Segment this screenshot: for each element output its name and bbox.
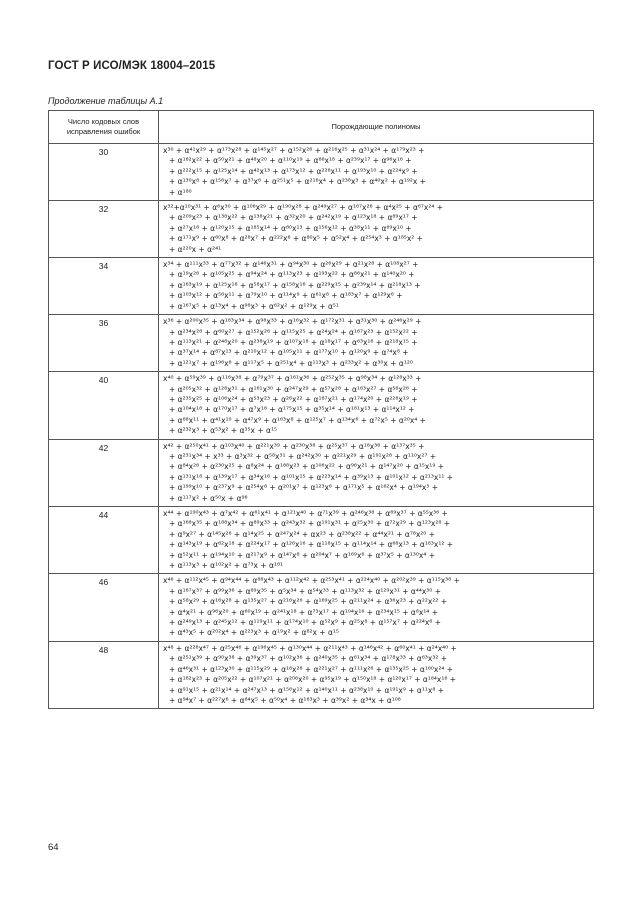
polynomial-line: + α²⁰⁹x²³ + α¹³⁸x²² + α¹³⁸x²¹ + α³²x²⁰ + α²⁴²x¹⁹ + α¹²³x¹⁸ + α⁸⁹x¹⁷ + <box>169 213 418 223</box>
table-row <box>49 372 594 439</box>
table-row <box>49 439 594 506</box>
polynomial-line: + α¹¹³x³ + α¹⁰²x² + α⁷³x + α¹⁸¹ <box>169 561 284 571</box>
polynomial-line: + α²³⁵x²⁵ + α¹⁰⁶x²⁴ + α⁵³x²³ + α²⁶x²² + α¹⁸⁷x²¹ + α¹⁷⁴x²⁰ + α²²⁶x¹⁹ + <box>169 394 418 404</box>
table-row <box>49 201 594 258</box>
codewords-count: 32 <box>49 201 159 258</box>
table-row <box>49 258 594 315</box>
page-number: 64 <box>48 842 59 853</box>
table-row <box>49 315 594 372</box>
col-header-polynomials: Порождающие полиномы <box>159 111 594 144</box>
polynomial-line: + α¹⁷¹x⁹ + α⁶⁰x⁸ + α²⁸x⁷ + α²²²x⁶ + α⁸⁰x⁵ + α⁵²x⁴ + α²⁵⁴x³ + α¹⁸⁵x² + <box>169 234 423 244</box>
polynomial-line: + α⁹x²⁷ + α¹⁴⁵x²⁶ + α¹⁴x²⁵ + α²⁴⁷x²⁴ + αx²³ + α²³⁸x²² + α⁴⁴x²¹ + α⁷⁸x²⁰ + <box>169 529 435 539</box>
table-row <box>49 641 594 708</box>
polynomial-line: x³²+α¹⁰x³¹ + α⁶x³⁰ + α¹⁰⁶x²⁹ + α¹⁹⁰x²⁸ + α²⁴⁹x²⁷ + α¹⁶⁷x²⁶ + α⁴x²⁵ + α⁶⁷x²⁴ + <box>163 203 444 213</box>
polynomial-line: + α²⁵¹x³⁹ + α⁹⁰x³⁸ + α³⁹x³⁷ + α¹⁰²x³⁶ + α²⁴⁰x³⁵ + α⁶¹x³⁴ + α¹⁷⁸x³³ + α⁶³x³² + <box>169 654 447 664</box>
polynomial-line: + α⁸⁴x²⁶ + α²³⁰x²⁵ + α⁸x²⁴ + α¹⁸⁸x²³ + α¹⁰⁶x²² + α⁹⁶x²¹ + α¹⁴⁷x²⁰ + α¹⁵x¹⁹ + <box>169 462 444 472</box>
polynomial-line: x³⁰ + α⁴¹x²⁹ + α¹⁷³x²⁸ + α¹⁴⁵x²⁷ + α¹⁵²x²⁶ + α²¹⁶x²⁵ + α³¹x²⁴ + α¹⁷⁹x²³ + <box>163 146 425 155</box>
polynomial-line: x⁴⁴ + α¹⁹⁰x⁴³ + α⁷x⁴² + α⁶¹x⁴¹ + α¹²¹x⁴⁰ + α⁷¹x³⁹ + α²⁴⁶x³⁸ + α⁶⁹x³⁷ + α⁵⁵x³⁶ + <box>163 509 448 518</box>
codewords-count: 46 <box>49 574 159 641</box>
polynomial-line: + α¹⁴³x¹⁹ + α⁶²x¹⁸ + α²²⁴x¹⁷ + α¹²⁶x¹⁶ + α¹¹⁸x¹⁵ + α¹¹⁴x¹⁴ + α⁶⁸x¹³ + α¹⁶³x¹² + <box>169 540 454 550</box>
polynomial-line: + α⁹⁴x⁷ + α²²⁷x⁶ + α⁸⁴x⁵ + α⁵⁰x⁴ + α¹⁶³x³ + α³⁹x² + α³⁴x + α¹⁰⁸ <box>169 695 401 705</box>
table-row <box>49 574 594 641</box>
polynomial-line: + α⁴x²¹ + α⁹⁶x²⁰ + α⁶⁰x¹⁹ + α²⁴¹x¹⁸ + α⁷³x¹⁷ + α¹⁰⁴x¹⁶ + α²³⁴x¹⁵ + α⁸x¹⁴ + <box>169 607 438 617</box>
polynomial-line: + α²⁴⁹x¹³ + α²⁴⁵x¹² + α¹¹⁹x¹¹ + α¹⁷⁴x¹⁰ + α⁵²x⁹ + α²⁵x⁸ + α¹⁵⁷x⁷ + α²²⁴x⁶ + <box>169 618 441 628</box>
col-header-codewords: Число кодовых слов исправления ошибок <box>49 111 159 144</box>
generator-polynomial <box>159 258 594 315</box>
polynomial-line: + α⁵²x¹¹ + α¹⁹⁴x¹⁰ + α²¹⁷x⁹ + α¹⁴⁷x⁸ + α²⁰⁴x⁷ + α¹⁶⁹x⁶ + α³⁷x⁵ + α¹³⁰x⁴ + <box>169 550 435 560</box>
document-header: ГОСТ Р ИСО/МЭК 18004–2015 <box>48 60 216 72</box>
generator-polynomial <box>159 439 594 506</box>
polynomial-line: + α¹⁰³x¹² + α⁵⁶x¹¹ + α⁷⁹x¹⁰ + α¹¹⁴x⁹ + α⁶¹x⁸ + α¹⁸³x⁷ + α¹²⁹x⁶ + <box>169 291 403 301</box>
codewords-count: 40 <box>49 372 159 439</box>
polynomial-line: x⁴⁸ + α²²⁸x⁴⁷ + α²⁵x⁴⁶ + α¹⁹⁶x⁴⁵ + α¹³⁰x⁴⁴ + α²¹¹x⁴³ + α¹⁴⁶x⁴² + α⁶⁰x⁴¹ + α²⁴x⁴⁰ + <box>163 643 457 653</box>
table-body <box>49 144 594 709</box>
table-row <box>49 507 594 574</box>
polynomial-line: + α⁹¹x¹⁵ + α²¹x¹⁴ + α²⁴⁷x¹³ + α¹⁵⁶x¹² + α¹⁴⁰x¹¹ + α²³⁸x¹⁰ + α¹⁹¹x⁹ + α¹¹x⁸ + <box>169 685 444 695</box>
generator-polynomial <box>159 201 594 258</box>
polynomial-line: + α¹⁰⁴x¹⁸ + α¹⁷⁰x¹⁷ + α⁷x¹⁶ + α¹⁷⁵x¹⁵ + α³⁵x¹⁴ + α¹⁸¹x¹³ + α¹¹⁴x¹² + <box>169 405 415 415</box>
polynomial-line: x³⁶ + α²⁰⁰x³⁵ + α¹⁸³x³⁴ + α⁹⁸x³³ + α¹⁶x³² + α¹⁷²x³¹ + α³¹x³⁰ + α²⁴⁶x²⁹ + <box>163 317 422 327</box>
generator-polynomial <box>159 641 594 708</box>
codewords-count: 44 <box>49 507 159 574</box>
polynomial-line: + α²⁷x¹⁶ + α¹²⁰x¹⁵ + α¹⁸⁵x¹⁴ + α⁸⁰x¹³ + α¹⁵⁶x¹² + α³⁸x¹¹ + α⁶⁹x¹⁰ + <box>169 223 412 233</box>
polynomial-table <box>48 110 594 709</box>
codewords-count: 48 <box>49 641 159 708</box>
codewords-count: 36 <box>49 315 159 372</box>
polynomial-line: x⁴² + α²⁵⁰x⁴¹ + α¹⁰³x⁴⁰ + α²²¹x³⁹ + α²³⁰x³⁸ + α²⁵x³⁷ + α¹⁸x³⁶ + α¹³⁷x³⁵ + <box>163 441 425 451</box>
polynomial-line: + α⁴³x⁵ + α²⁰²x⁴ + α²²³x³ + α¹⁹x² + α⁸²x + α¹⁵ <box>169 628 339 638</box>
generator-polynomial <box>159 315 594 372</box>
polynomial-line: x⁴⁶ + α¹¹²x⁴⁵ + α⁹⁴x⁴⁴ + α⁸⁸x⁴³ + α¹¹²x⁴² + α²⁵³x⁴¹ + α²²⁴x⁴⁰ + α²⁰²x³⁹ + α¹¹⁵x³⁸ + <box>163 576 460 586</box>
polynomial-line: + α¹⁶⁸x³⁵ + α¹⁸⁸x³⁴ + α⁸⁹x³³ + α²⁴³x³² + α¹⁹¹x³¹ + α²⁵x³⁰ + α⁷²x²⁹ + α¹²³x²⁸ + <box>169 519 451 529</box>
codewords-count: 34 <box>49 258 159 315</box>
polynomial-line: + α¹³¹x¹⁸ + α¹³⁹x¹⁷ + α³⁴x¹⁶ + α¹⁰¹x¹⁵ + α²²³x¹⁴ + α³⁹x¹³ + α¹⁰¹x¹² + α²¹³x¹¹ + <box>169 472 454 482</box>
polynomial-line: + α¹⁶³x¹⁹ + α¹²⁵x¹⁸ + α⁵⁸x¹⁷ + α¹⁵⁸x¹⁶ + α²²⁹x¹⁵ + α²³⁹x¹⁴ + α²¹⁸x¹³ + <box>169 280 421 290</box>
table-caption: Продолжение таблицы А.1 <box>48 96 164 106</box>
polynomial-line: + α²⁰⁵x³² + α¹²⁸x³¹ + α¹⁶¹x³⁰ + α²⁴⁷x²⁹ + α⁵⁷x²⁸ + α¹⁶³x²⁷ + α⁵⁶x²⁶ + <box>169 384 418 394</box>
table-header-row <box>49 111 594 144</box>
polynomial-line: + α¹⁸²x²³ + α²⁰⁵x²² + α¹⁰⁷x²¹ + α²⁰⁶x²⁰ + α⁹⁵x¹⁹ + α¹⁵⁰x¹⁸ + α¹²⁰x¹⁷ + α¹⁸⁴x¹⁶ + <box>169 675 457 685</box>
polynomial-line: + α³⁷x¹⁴ + α⁸⁷x¹³ + α²¹⁰x¹² + α¹⁰⁵x¹¹ + α¹⁷⁷x¹⁰ + α¹²⁰x⁹ + α⁷⁴x⁸ + <box>169 348 409 358</box>
codewords-count: 42 <box>49 439 159 506</box>
generator-polynomial <box>159 574 594 641</box>
codewords-count: 30 <box>49 144 159 201</box>
polynomial-line: + α⁵⁸x²⁹ + α¹⁶x²⁸ + α¹³⁵x²⁷ + α²¹⁶x²⁶ + α¹⁶⁹x²⁵ + α²¹¹x²⁴ + α³⁶x²³ + α²²x²² + <box>169 597 447 607</box>
polynomial-line: + α¹⁸⁰ <box>169 187 192 197</box>
polynomial-line: x⁴⁰ + α⁵⁹x³⁹ + α¹¹⁶x³⁸ + α⁷⁹x³⁷ + α¹⁶¹x³⁶ + α²⁵²x³⁵ + α⁹⁸x³⁴ + α¹²⁸x³³ + <box>163 374 422 384</box>
polynomial-line: + α¹⁶⁷x⁵ + α¹³x⁴ + α⁹⁸x³ + α⁶²x² + α¹²⁹x + α⁵¹ <box>169 301 339 311</box>
polynomial-line: + α¹²¹x⁷ + α¹⁹⁶x⁶ + α¹¹⁷x⁵ + α²⁵¹x⁴ + α¹¹³x³ + α²³³x² + α³⁰x + α¹²⁰ <box>169 358 413 368</box>
polynomial-line: + α²³¹x³⁴ + x³³ + α³x³² + α⁵⁸x³¹ + α²⁴²x³⁰ + α²²¹x²⁹ + α¹⁹¹x²⁸ + α¹¹⁰x²⁷ + <box>169 451 437 461</box>
polynomial-line: + α¹⁸⁷x³⁷ + α⁹⁹x³⁶ + α⁸⁹x³⁵ + α⁵x³⁴ + α⁵⁴x³³ + α¹¹³x³² + α¹²⁹x³¹ + α⁴⁴x³⁰ + <box>169 586 441 596</box>
polynomial-line: + α¹¹⁷x² + α⁵⁰x + α⁹⁶ <box>169 493 248 503</box>
polynomial-line: + α¹¹³x²¹ + α²⁴⁸x²⁰ + α²³⁸x¹⁹ + α¹⁰⁷x¹⁸ + α¹⁸x¹⁷ + α⁶³x¹⁶ + α²¹⁸x¹⁵ + <box>169 337 418 347</box>
polynomial-line: + α¹⁹⁹x¹⁰ + α²³⁷x⁹ + α²⁵⁴x⁸ + α²⁰¹x⁷ + α¹²³x⁶ + α¹⁷¹x⁵ + α¹⁶²x⁴ + α¹⁹⁴x³ + <box>169 483 438 493</box>
polynomial-line: + α²²²x¹⁵ + α¹²⁵x¹⁴ + α⁴²x¹³ + α¹⁷³x¹² + α²²⁶x¹¹ + α¹⁹³x¹⁰ + α²²⁴x⁹ + <box>169 166 418 176</box>
polynomial-line: + α¹³⁰x⁸ + α¹⁵⁶x⁷ + α³⁷x⁶ + α²⁵¹x⁵ + α²¹⁶x⁴ + α²³⁸x³ + α⁴⁰x² + α¹⁹²x + <box>169 177 426 187</box>
generator-polynomial <box>159 144 594 201</box>
polynomial-line: + α²³²x³ + α⁵³x² + α³⁵x + α¹⁵ <box>169 426 277 436</box>
polynomial-line: + α⁸⁸x¹¹ + α⁴¹x¹⁰ + α⁴⁷x⁹ + α¹⁶³x⁸ + α¹²⁵x⁷ + α¹³⁴x⁶ + α⁷²x⁵ + α²⁰x⁴ + <box>169 415 426 425</box>
polynomial-line: + α¹⁸²x²² + α⁵⁰x²¹ + α⁴⁸x²⁰ + α¹¹⁰x¹⁹ + α⁸⁶x¹⁸ + α²³⁹x¹⁷ + α⁹⁶x¹⁶ + <box>169 156 412 166</box>
polynomial-line: + α¹⁹x²⁶ + α¹⁰⁵x²⁵ + α⁹⁴x²⁴ + α¹¹³x²³ + α¹⁹³x²² + α⁸⁶x²¹ + α¹⁴⁰x²⁰ + <box>169 270 415 280</box>
generator-polynomial <box>159 372 594 439</box>
polynomial-line: + α⁴⁶x³¹ + α¹²³x³⁰ + α¹¹⁵x²⁹ + α¹⁸x²⁸ + α²²¹x²⁷ + α¹¹¹x²⁶ + α¹³⁵x²⁵ + α¹⁶⁰x²⁴ + <box>169 664 454 674</box>
polynomial-line: x³⁴ + α¹¹¹x³³ + α⁷⁷x³² + α¹⁴⁶x³¹ + α⁹⁴x³⁰ + α²⁶x²⁹ + α²¹x²⁸ + α¹⁰⁸x²⁷ + <box>163 260 419 270</box>
generator-polynomial <box>159 507 594 574</box>
polynomial-line: + α²³⁴x²⁸ + α⁶⁰x²⁷ + α¹⁵²x²⁶ + α¹¹⁵x²⁵ + α²⁴x²⁴ + α¹⁶⁷x²³ + α¹⁵²x²² + <box>169 327 418 337</box>
table-row <box>49 144 594 201</box>
polynomial-line: + α²²⁰x + α²⁴¹ <box>169 244 222 254</box>
